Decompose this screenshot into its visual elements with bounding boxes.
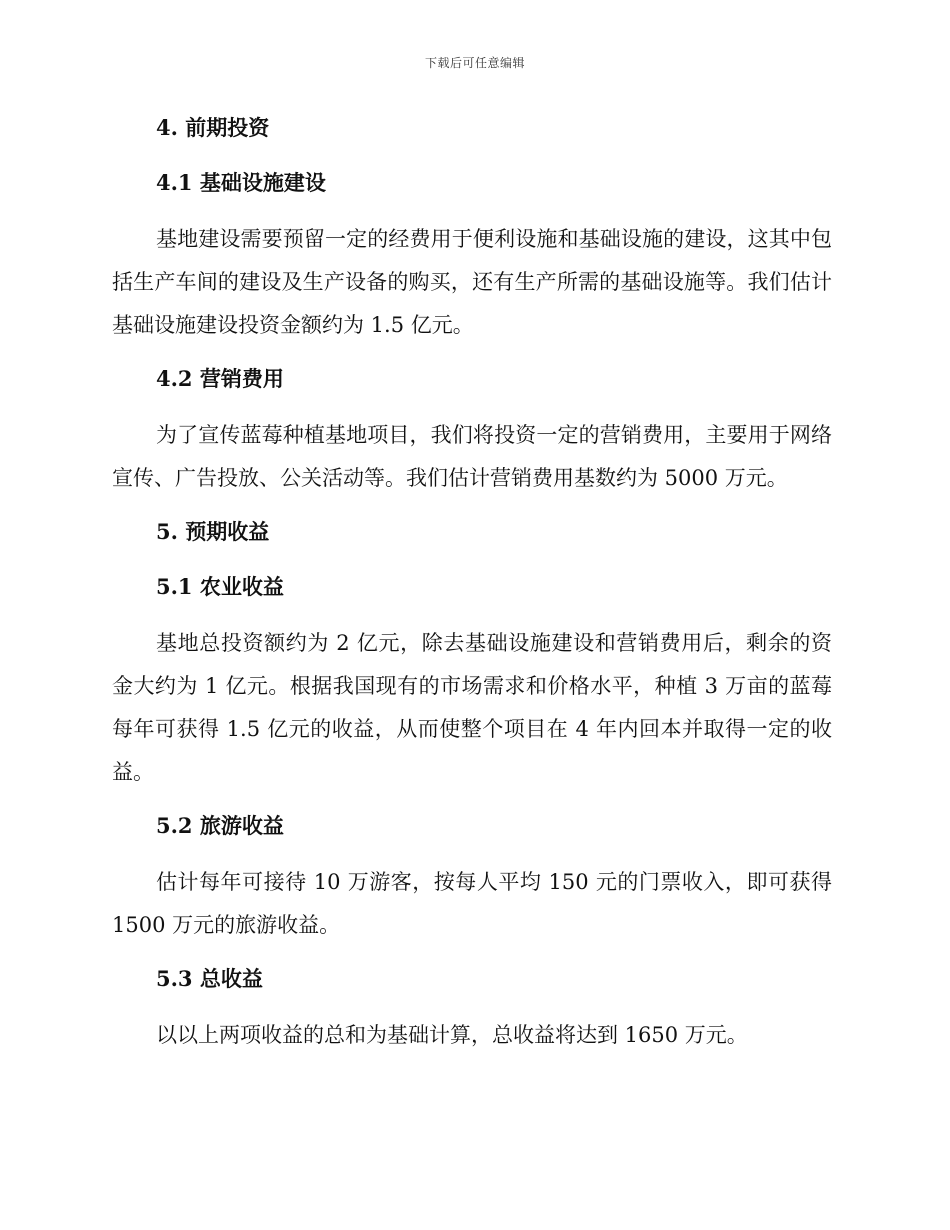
section-heading-5-1: 5.1 农业收益 <box>156 574 284 599</box>
section-heading-4-2: 4.2 营销费用 <box>156 366 284 391</box>
section-paragraph-5-3: 以以上两项收益的总和为基础计算，总收益将达到 1650 万元。 <box>156 1023 748 1047</box>
section-heading-5: 5. 预期收益 <box>156 519 270 544</box>
section-heading-5-3: 5.3 总收益 <box>156 966 263 991</box>
section-heading-4-1: 4.1 基础设施建设 <box>156 170 326 195</box>
section-heading-5-2: 5.2 旅游收益 <box>156 813 284 838</box>
section-paragraph-5-2: 估计每年可接待 10 万游客，按每人平均 150 元的门票收入，即可获得 1500 万元的旅游收益。 <box>112 870 832 937</box>
section-paragraph-4-2: 为了宣传蓝莓种植基地项目，我们将投资一定的营销费用，主要用于网络宣传、广告投放、公关活动等。我们估计营销费用基数约为 5000 万元。 <box>112 423 832 490</box>
page-header: 下载后可任意编辑 <box>424 56 525 70</box>
section-paragraph-5-1: 基地总投资额约为 2 亿元，除去基础设施建设和营销费用后，剩余的资金大约为 1 亿元。根据我国现有的市场需求和价格水平，种植 3 万亩的蓝莓每年可获得 1.5 亿元的收益，从而使整个项目在 4 年内回本并取得一定的收益。 <box>112 631 832 784</box>
section-paragraph-4-1: 基地建设需要预留一定的经费用于便利设施和基础设施的建设，这其中包括生产车间的建设及生产设备的购买，还有生产所需的基础设施等。我们估计基础设施建设投资金额约为 1.5 亿元。 <box>112 227 832 337</box>
section-heading-4: 4. 前期投资 <box>156 115 270 140</box>
document-body <box>112 108 832 1057</box>
